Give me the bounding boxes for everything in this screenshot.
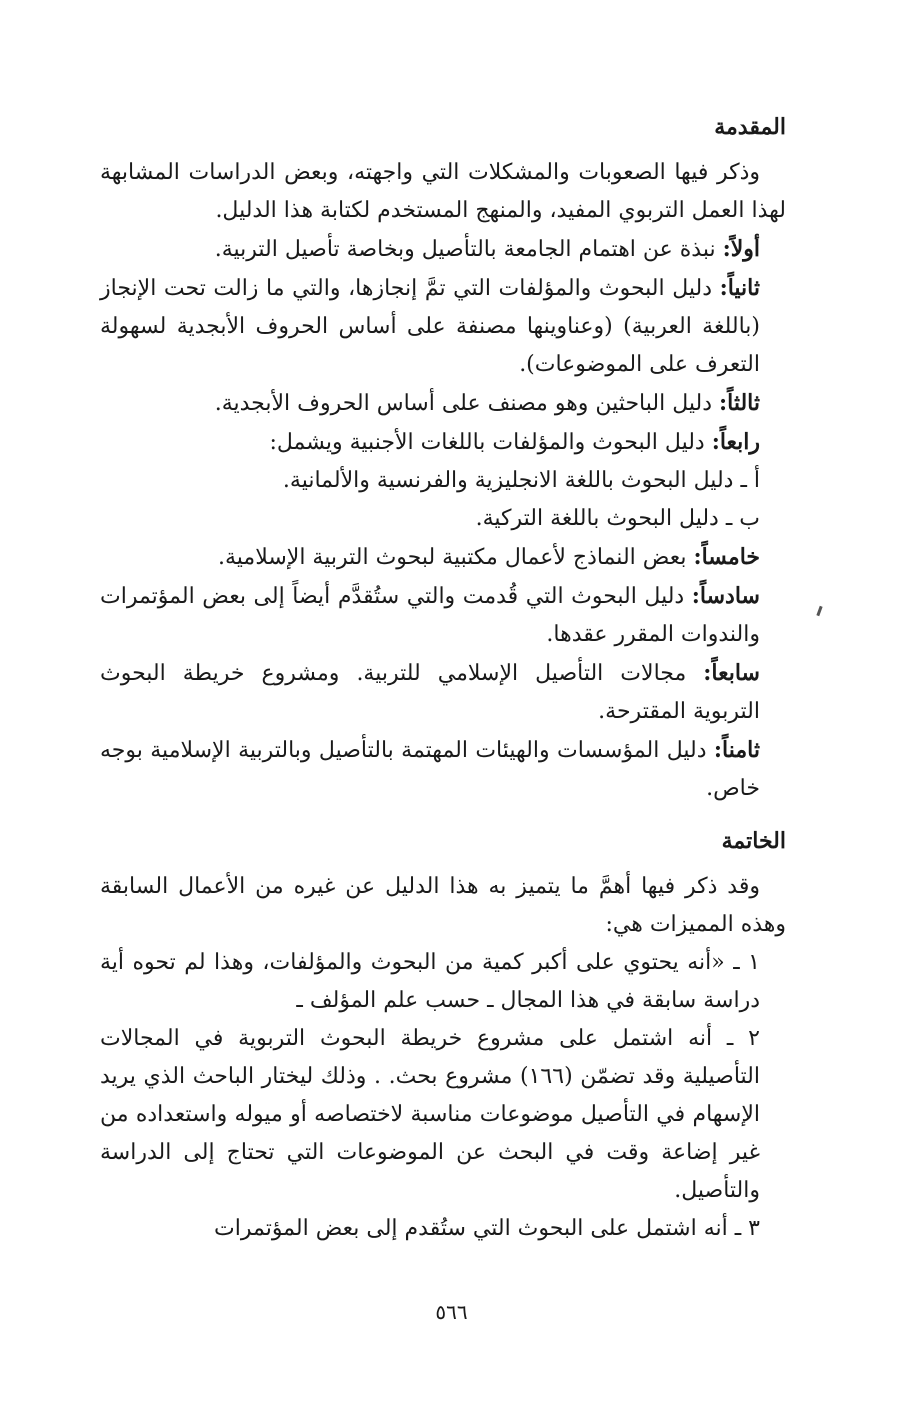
item-text: بعض النماذج لأعمال مكتبية لبحوث التربية الإسلامية. <box>218 545 694 570</box>
conclusion-heading: الخاتمة <box>721 828 786 854</box>
list-item <box>100 731 786 808</box>
item-label: ثالثاً: <box>719 390 760 416</box>
numbered-point: ٣ ـ أنه اشتمل على البحوث التي ستُقدم إلى بعض المؤتمرات <box>214 1216 760 1241</box>
list-item <box>100 423 786 462</box>
list-item <box>100 654 786 731</box>
item-text: دليل البحوث التي قُدمت والتي ستُقدَّم أيضاً إلى بعض المؤتمرات والندوات المقرر عقدها. <box>100 584 760 647</box>
list-item <box>100 269 786 384</box>
intro-paragraph: وذكر فيها الصعوبات والمشكلات التي واجهته، وبعض الدراسات المشابهة لهذا العمل التربوي المفيد، والمنهج المستخدم لكتابة هذا الدليل. <box>100 160 786 223</box>
conclusion-paragraph: وقد ذكر فيها أهمَّ ما يتميز به هذا الدليل عن غيره من الأعمال السابقة وهذه المميزات هي: <box>100 874 786 937</box>
sub-item: أ ـ دليل البحوث باللغة الانجليزية والفرنسية والألمانية. <box>282 468 760 493</box>
item-label: أولاً: <box>722 236 760 262</box>
item-text: دليل المؤسسات والهيئات المهتمة بالتأصيل وبالتربية الإسلامية بوجه خاص. <box>100 738 760 801</box>
intro-heading: المقدمة <box>714 114 786 140</box>
item-label: ثانياً: <box>719 275 760 301</box>
item-text: نبذة عن اهتمام الجامعة بالتأصيل وبخاصة تأصيل التربية. <box>214 237 723 262</box>
item-label: خامساً: <box>693 544 760 570</box>
item-text: دليل الباحثين وهو مصنف على أساس الحروف الأبجدية. <box>214 391 719 416</box>
numbered-point: ٢ ـ أنه اشتمل على مشروع خريطة البحوث التربوية في المجالات التأصيلية وقد تضمّن (١٦٦) مشروع بحث. . وذلك ليختار الباحث الذي يريد الإسهام في التأصيل موضوعات مناسبة لاختصاصه أو ميوله واستعداده من غير إضاعة وقت في البحث عن الموضوعات التي تحتاج إلى الدراسة والتأصيل. <box>100 1026 760 1203</box>
list-item <box>100 538 786 577</box>
item-text: دليل البحوث والمؤلفات التي تمَّ إنجازها، والتي ما زالت تحت الإنجاز (باللغة العربية) (وعناوينها مصنفة على أساس الحروف الأبجدية لسهولة التعرف على الموضوعات). <box>100 276 760 377</box>
numbered-point: ١ ـ «أنه يحتوي على أكبر كمية من البحوث والمؤلفات، وهذا لم تحوه أية دراسة سابقة في هذا المجال ـ حسب علم المؤلف ـ <box>100 950 760 1013</box>
list-item <box>100 384 786 423</box>
sub-item: ب ـ دليل البحوث باللغة التركية. <box>475 506 760 531</box>
item-text: مجالات التأصيل الإسلامي للتربية. ومشروع خريطة البحوث التربوية المقترحة. <box>100 661 760 724</box>
item-label: ثامناً: <box>713 737 760 763</box>
item-label: سابعاً: <box>703 660 760 686</box>
item-text: دليل البحوث والمؤلفات باللغات الأجنبية ويشمل: <box>269 430 712 455</box>
list-item <box>100 577 786 654</box>
item-label: سادساً: <box>691 583 760 609</box>
list-item <box>100 230 786 269</box>
margin-mark <box>816 606 822 616</box>
page-number: ٥٦٦ <box>435 1300 468 1324</box>
document-body <box>100 108 786 1248</box>
item-label: رابعاً: <box>711 429 760 455</box>
